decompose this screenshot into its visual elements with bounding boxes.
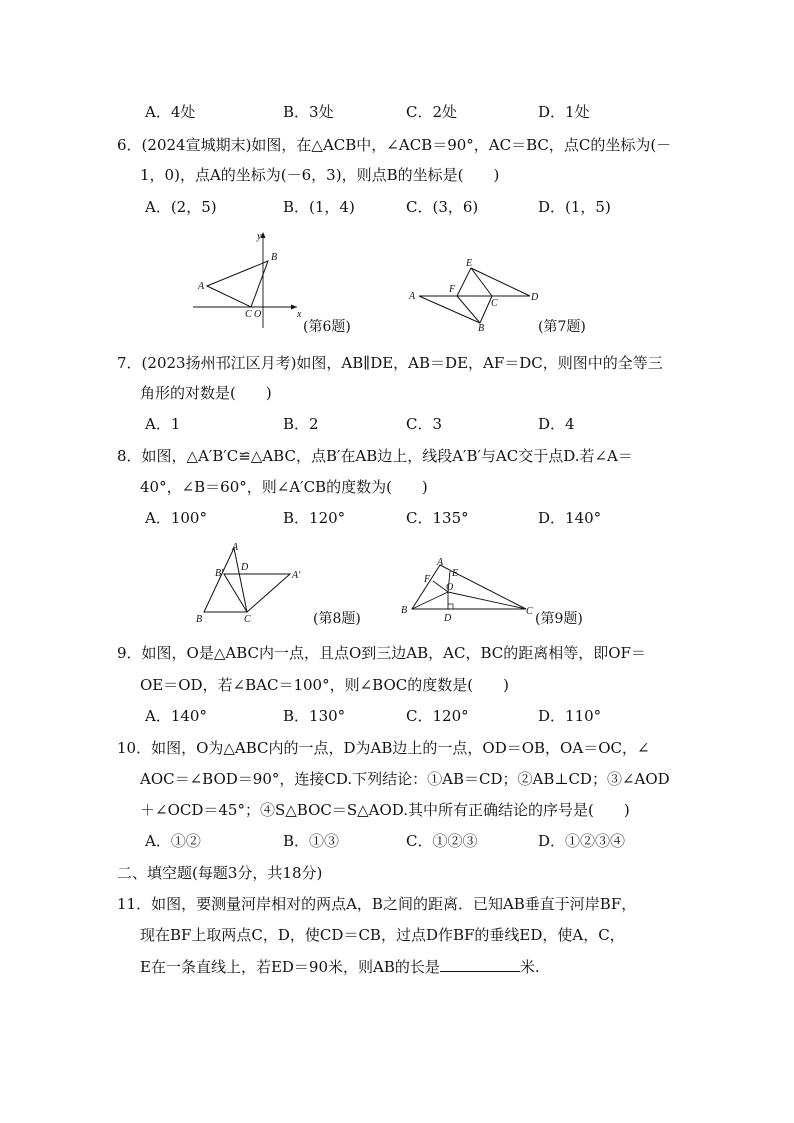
label-b: B	[196, 614, 203, 625]
label-b-prime: B′	[215, 568, 224, 579]
q9-stem-line1: 9．如图，O是△ABC内一点，且点O到三边AB，AC，BC的距离相等，即OF＝	[117, 644, 646, 662]
label-a: A	[409, 291, 416, 302]
segment-ec	[471, 268, 492, 296]
q6-stem-line1: 6．(2024宣城期末)如图，在△ACB中，∠ACB＝90°，AC＝BC，点C的坐标为(－	[117, 136, 672, 154]
label-a: A	[232, 542, 239, 553]
q10-option-a: A．①②	[145, 832, 201, 850]
q11-stem-line3-post: 米.	[519, 958, 540, 976]
label-e: E	[466, 258, 473, 269]
triangle-abc	[412, 565, 526, 609]
label-d: D	[444, 613, 452, 624]
q11-stem-line1: 11．如图，要测量河岸相对的两点A，B之间的距离．已知AB垂直于河岸BF，	[117, 895, 637, 913]
segment-ef	[457, 268, 471, 296]
label-d: D	[241, 562, 249, 573]
segment-oc	[448, 592, 526, 609]
q9-stem-line2: OE＝OD，若∠BAC＝100°，则∠BOC的度数是( )	[140, 676, 509, 694]
q7-option-b: B．2	[283, 415, 319, 433]
q9-option-d: D．110°	[538, 707, 602, 725]
q10-option-d: D．①②③④	[538, 832, 626, 850]
label-f: F	[449, 284, 456, 295]
segment-fb	[457, 296, 480, 323]
figure-q6	[185, 228, 305, 333]
q6-option-b: B．(1，4)	[283, 198, 355, 216]
label-d: D	[531, 292, 539, 303]
q7-option-a: A．1	[145, 415, 181, 433]
caption-q9: (第9题)	[535, 611, 583, 627]
label-b: B	[271, 252, 278, 263]
q11-stem-line2: 现在BF上取两点C，D，使CD＝CB，过点D作BF的垂线ED，使A，C，	[140, 926, 625, 944]
q11-stem-line3-pre: E在一条直线上，若ED＝90米，则AB的长是	[140, 958, 440, 976]
caption-q6: (第6题)	[303, 319, 351, 335]
label-y: y	[257, 231, 262, 242]
q6-option-a: A．(2，5)	[145, 198, 217, 216]
label-c: C	[491, 298, 498, 309]
label-a-prime: A′	[292, 570, 301, 581]
label-a: A	[198, 281, 205, 292]
label-b: B	[478, 323, 485, 334]
segment-ab	[419, 296, 480, 323]
q10-option-c: C．①②③	[406, 832, 478, 850]
label-x: x	[297, 309, 302, 320]
q6-stem-line2: 1，0)，点A的坐标为(－6，3)，则点B的坐标是( )	[140, 166, 500, 184]
label-e: E	[452, 568, 459, 579]
q10-stem-line3: ＋∠OCD＝45°；④S△BOC＝S△AOD.其中所有正确结论的序号是( )	[140, 801, 630, 819]
caption-q7: (第7题)	[538, 319, 586, 335]
q10-stem-line1: 10．如图，O为△ABC内的一点，D为AB边上的一点，OD＝OB，OA＝OC，∠	[117, 739, 650, 757]
caption-q8: (第8题)	[313, 611, 361, 627]
q7-option-d: D．4	[538, 415, 575, 433]
q11-stem-line3	[140, 957, 540, 977]
label-c: C	[526, 606, 533, 617]
figure-q8	[190, 538, 315, 626]
q5-option-a: A．4处	[145, 103, 196, 121]
section-heading-fill-in: 二、填空题(每题3分，共18分)	[117, 864, 323, 882]
q7-option-c: C．3	[406, 415, 443, 433]
q8-stem-line1: 8．如图，△A′B′C≌△ABC，点B′在AB边上，线段A′B′与AC交于点D.若∠A＝	[117, 447, 633, 465]
figure-q7	[405, 255, 540, 335]
triangle-acb	[207, 261, 268, 307]
q6-option-c: C．(3，6)	[406, 198, 479, 216]
label-f: F	[424, 574, 431, 585]
label-a: A	[437, 557, 444, 568]
q8-option-b: B．120°	[283, 509, 346, 527]
q8-stem-line2: 40°，∠B＝60°，则∠A′CB的度数为( )	[140, 478, 428, 496]
figure-q9	[398, 556, 538, 626]
triangle-a1b1c	[224, 574, 290, 612]
q5-option-d: D．1处	[538, 103, 590, 121]
q9-option-a: A．140°	[145, 707, 207, 725]
triangle-abc	[204, 548, 247, 612]
segment-ed	[471, 268, 530, 296]
label-c: C	[244, 614, 251, 625]
q10-stem-line2: AOC＝∠BOD＝90°，连接CD.下列结论：①AB＝CD；②AB⊥CD；③∠AOD	[140, 770, 670, 788]
q7-stem-line1: 7．(2023扬州邗江区月考)如图，AB∥DE，AB＝DE，AF＝DC，则图中的全等三	[117, 354, 663, 372]
label-o: O	[254, 309, 262, 320]
q8-option-d: D．140°	[538, 509, 602, 527]
right-angle-mark	[448, 604, 453, 609]
q5-option-c: C．2处	[406, 103, 458, 121]
q9-option-c: C．120°	[406, 707, 469, 725]
q10-option-b: B．①③	[283, 832, 340, 850]
q5-option-b: B．3处	[283, 103, 334, 121]
q7-stem-line2: 角形的对数是( )	[140, 384, 272, 402]
q8-option-a: A．100°	[145, 509, 207, 527]
label-b: B	[401, 605, 408, 616]
q8-option-c: C．135°	[406, 509, 469, 527]
answer-blank[interactable]	[440, 957, 520, 972]
q9-option-b: B．130°	[283, 707, 346, 725]
label-o: O	[446, 582, 454, 593]
q6-option-d: D．(1，5)	[538, 198, 611, 216]
label-c: C	[245, 309, 252, 320]
